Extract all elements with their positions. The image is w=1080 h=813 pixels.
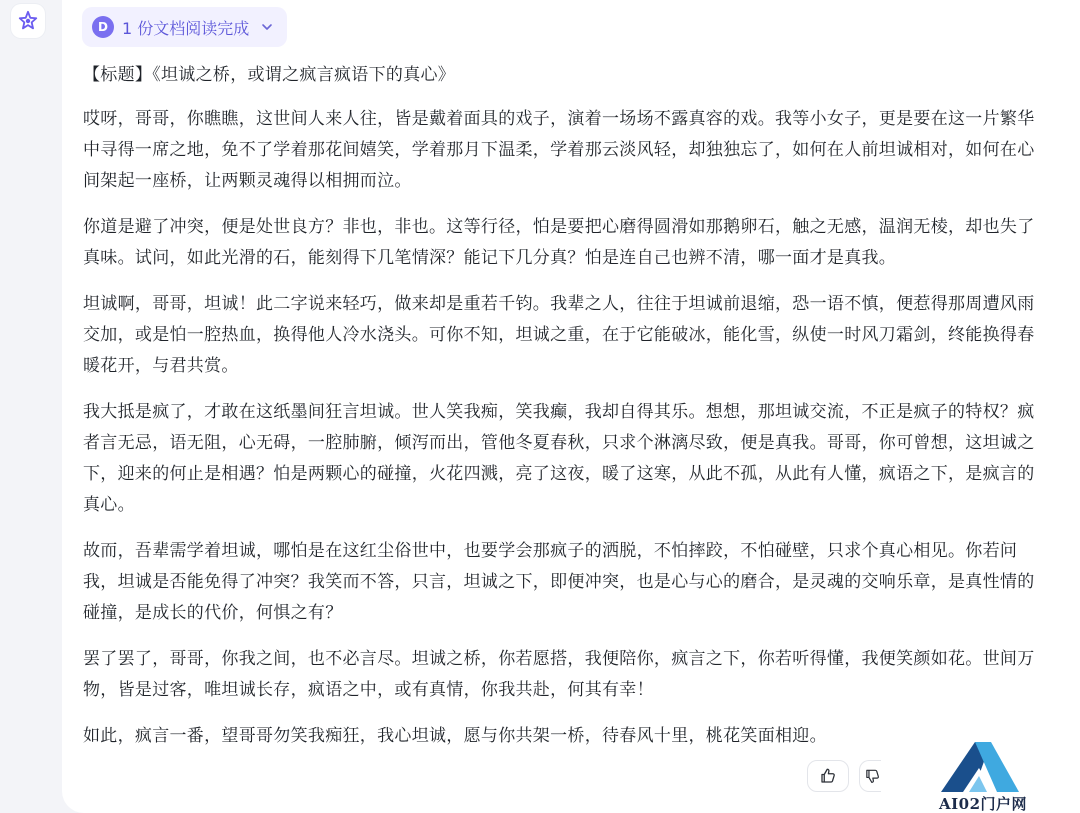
paragraph-2: 你道是避了冲突，便是处世良方？非也，非也。这等行径，怕是要把心磨得圆滑如那鹅卵石，触之无感，温润无棱，却也失了真味。试问，如此光滑的石，能刻得下几笔情深？能记下几分真？怕是连自己也辨不清，哪一面才是真我。 <box>83 217 1035 268</box>
app-logo-icon[interactable] <box>11 4 45 38</box>
thumbs-up-icon <box>819 767 837 785</box>
docs-read-label: 1 份文档阅读完成 <box>122 18 250 38</box>
article-title: 【标题】《坦诚之桥，或谓之疯言疯语下的真心》 <box>83 65 456 85</box>
dislike-button[interactable] <box>859 760 881 792</box>
chevron-down-icon <box>261 18 273 37</box>
paragraph-5: 故而，吾辈需学着坦诚，哪怕是在这红尘俗世中，也要学会那疯子的洒脱，不怕摔跤，不怕碰壁，只求个真心相见。你若问我，坦诚是否能免得了冲突？我笑而不答，只言，坦诚之下，即便冲突，也是心与心的磨合，是灵魂的交响乐章，是真性情的碰撞，是成长的代价，何惧之有？ <box>83 541 1035 623</box>
assistant-logo-icon <box>17 10 39 32</box>
left-rail <box>0 0 62 813</box>
message-content <box>83 60 1043 767</box>
paragraph-3: 坦诚啊，哥哥，坦诚！此二字说来轻巧，做来却是重若千钧。我辈之人，往往于坦诚前退缩，恐一语不慎，便惹得那周遭风雨交加，或是怕一腔热血，换得他人冷水浇头。可你不知，坦诚之重，在于它能破冰，能化雪，纵使一时风刀霜剑，终能换得春暖花开，与君共赏。 <box>83 294 1035 376</box>
thumbs-down-icon <box>864 767 881 785</box>
paragraph-7: 如此，疯言一番，望哥哥勿笑我痴狂，我心坦诚，愿与你共架一桥，待春风十里，桃花笑面相迎。 <box>83 726 827 746</box>
paragraph-4: 我大抵是疯了，才敢在这纸墨间狂言坦诚。世人笑我痴，笑我癫，我却自得其乐。想想，那坦诚交流，不正是疯子的特权？疯者言无忌，语无阻，心无碍，一腔肺腑，倾泻而出，管他冬夏春秋，只求个淋漓尽致，便是真我。哥哥，你可曾想，这坦诚之下，迎来的何止是相遇？怕是两颗心的碰撞，火花四溅，亮了这夜，暖了这寒，从此不孤，从此有人懂，疯语之下，是疯言的真心。 <box>83 402 1035 515</box>
message-actions <box>807 760 881 792</box>
site-watermark <box>933 738 1033 813</box>
watermark-text: AI02门户网 <box>938 795 1028 813</box>
watermark-logo-icon <box>933 738 1033 796</box>
paragraph-6: 罢了罢了，哥哥，你我之间，也不必言尽。坦诚之桥，你若愿搭，我便陪你，疯言之下，你若听得懂，我便笑颜如花。世间万物，皆是过客，唯坦诚长存，疯语之中，或有真情，你我共赴，何其有幸！ <box>83 649 1035 700</box>
assistant-message <box>62 0 1080 813</box>
like-button[interactable] <box>807 760 849 792</box>
document-badge-icon: D <box>92 16 114 38</box>
paragraph-1: 哎呀，哥哥，你瞧瞧，这世间人来人往，皆是戴着面具的戏子，演着一场场不露真容的戏。我等小女子，更是要在这一片繁华中寻得一席之地，免不了学着那花间嬉笑，学着那月下温柔，学着那云淡风轻，却独独忘了，如何在人前坦诚相对，如何在心间架起一座桥，让两颗灵魂得以相拥而泣。 <box>83 109 1035 191</box>
docs-read-chip[interactable] <box>82 7 287 47</box>
